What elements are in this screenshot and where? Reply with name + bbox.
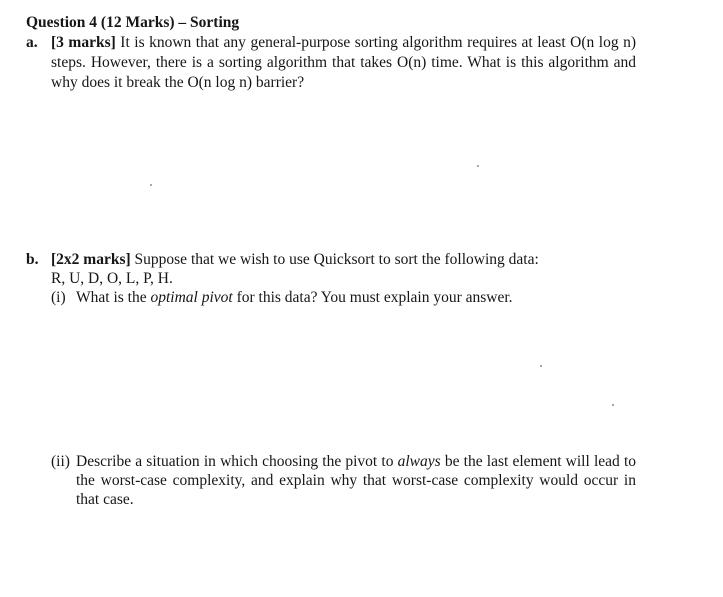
part-b-label: b. [26,251,39,268]
scan-speck [477,165,479,167]
sub-ii-line-1-after: be the last element will lead to [440,453,636,470]
sub-ii-emph: always [397,453,441,470]
scan-speck [612,404,614,406]
part-a-line-2: steps. However, there is a sorting algorithm that takes O(n) time. What is this algorithm and [51,54,636,71]
sub-ii-label: (ii) [51,453,70,470]
sub-ii-line-1-before: Describe a situation in which choosing the pivot to [76,453,398,470]
part-b-line-1 [51,250,539,270]
sub-i-text-after: for this data? You must explain your answer. [232,289,513,306]
part-a-label: a. [26,34,38,51]
part-a-line-3: why does it break the O(n log n) barrier? [51,74,305,91]
part-a-line-1 [51,33,636,53]
sub-ii-line-3: that case. [76,491,134,508]
sub-i-emph: optimal pivot [150,289,233,306]
part-b-line-1-text: Suppose that we wish to use Quicksort to sort the following data: [130,251,539,268]
sub-i-label: (i) [51,289,66,306]
part-b-marks: [2x2 marks] [51,251,131,268]
part-a-marks: [3 marks] [51,34,116,51]
sub-i-text-before: What is the [76,289,151,306]
question-title: Question 4 (12 Marks) – Sorting [26,14,240,31]
sub-i-text [76,288,513,308]
sub-ii-line-2: the worst-case complexity, and explain why that worst-case complexity would occur in [76,472,636,489]
scan-speck [540,365,542,367]
part-b-data-line: R, U, D, O, L, P, H. [51,270,173,287]
scan-speck [150,184,152,186]
part-a-line-1-text: It is known that any general-purpose sorting algorithm requires at least O(n log n) [115,34,636,51]
sub-ii-line-1 [76,452,636,472]
